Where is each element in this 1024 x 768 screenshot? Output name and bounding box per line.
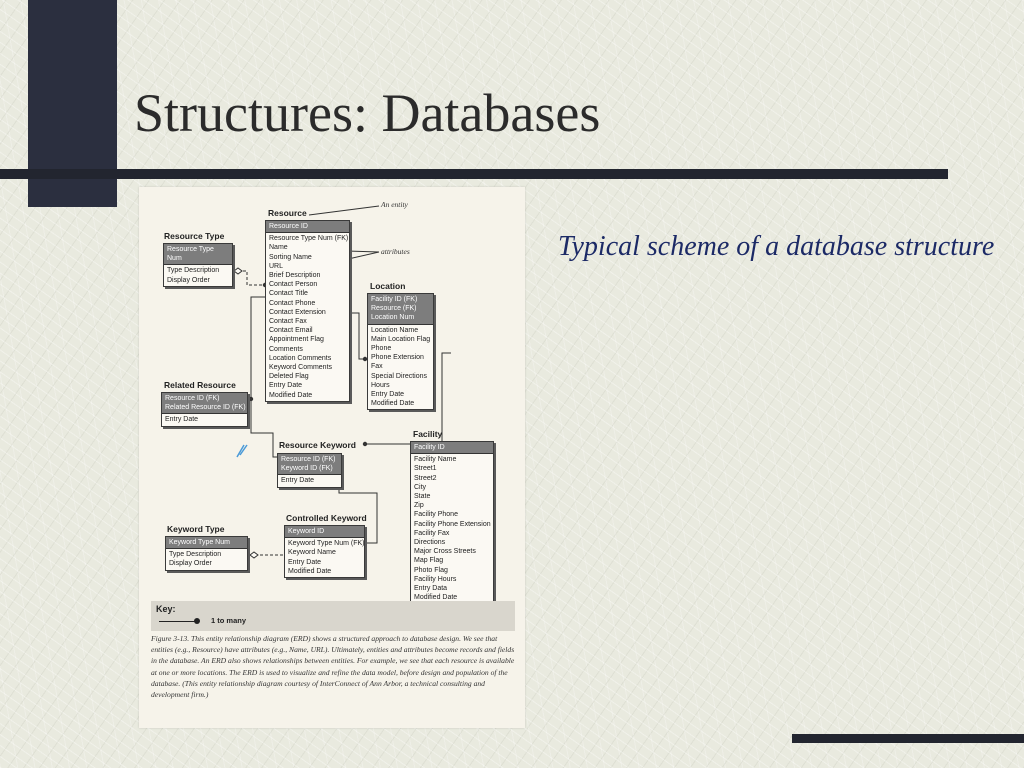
entity-attribute: Entry Data	[414, 585, 448, 593]
entity-attribute: Facility Hours	[414, 575, 457, 583]
entity-pointer	[309, 206, 379, 215]
entity-attribute: Entry Date	[165, 416, 199, 424]
entity-attributes	[162, 414, 247, 425]
entity-attributes	[278, 475, 341, 486]
entity-attribute: Sorting Name	[269, 253, 312, 261]
entity-key: Resource ID	[266, 221, 349, 233]
entity-attribute: Entry Date	[288, 558, 322, 566]
entity-attribute: Type Description	[169, 551, 222, 559]
entity-attribute: Phone	[371, 345, 392, 353]
annotation-attributes: attributes	[381, 247, 410, 256]
blue-tick-mark	[237, 445, 247, 457]
entity-attribute: Photo Flag	[414, 566, 448, 574]
entity-attribute: State	[414, 493, 431, 501]
entity-title: Facility	[413, 429, 443, 439]
entity-title: Resource Type	[164, 231, 225, 241]
entity-attribute: Contact Extension	[269, 308, 326, 316]
slide-caption: Typical scheme of a database structure	[558, 231, 995, 262]
entity-attribute: Street1	[414, 465, 437, 473]
entity-attribute: Entry Date	[281, 477, 315, 485]
entity-attribute: Display Order	[167, 276, 210, 284]
entity-resource-type	[163, 243, 233, 287]
entity-attribute: Street2	[414, 474, 437, 482]
entity-keyword-type	[165, 536, 248, 571]
entity-attribute: Major Cross Streets	[414, 548, 476, 556]
entity-attribute: Modified Date	[269, 391, 313, 399]
slide-title: Structures: Databases	[134, 83, 601, 143]
entity-title: Controlled Keyword	[286, 513, 367, 523]
entity-key: Facility ID	[411, 442, 493, 454]
entity-attribute: Keyword Name	[288, 549, 336, 557]
entity-key: Keyword Type Num	[166, 537, 247, 549]
entity-attribute: Type Description	[167, 267, 220, 275]
entity-attributes	[166, 549, 247, 569]
entity-attributes	[411, 454, 493, 603]
entity-attribute: Comments	[269, 345, 303, 353]
entity-attribute: Resource Type Num (FK)	[269, 235, 349, 243]
entity-attribute: Contact Title	[269, 290, 308, 298]
entity-attribute: Facility Name	[414, 456, 457, 464]
entity-attribute: Hours	[371, 381, 390, 389]
entity-controlled-keyword	[284, 525, 365, 578]
figure-caption: Figure 3-13. This entity relationship diagram (ERD) shows a structured approach to database design. We see that entities (e.g., Resource) have attributes (e.g., Name, URL). Ultimately, entities and attributes become records and fields in the database. An ERD also shows relationships between entities. For example, we see that each resource is available at one or more locations. The ERD is used to visualize and refine the data model, before design and population of the database. (This entity relationship diagram courtesy of InterConnect of Ann Arbor, a technical consulting and development firm.)	[151, 634, 515, 700]
erd-key	[151, 601, 515, 631]
entity-resource-keyword	[277, 453, 342, 488]
entity-title: Location	[370, 281, 406, 291]
entity-location	[367, 293, 434, 410]
entity-attribute: Location Name	[371, 326, 419, 334]
entity-attribute: Fax	[371, 363, 383, 371]
entity-attribute: Display Order	[169, 560, 212, 568]
footer-rule	[792, 734, 1024, 743]
entity-attributes	[164, 265, 232, 285]
entity-attribute: Keyword Type Num (FK)	[288, 540, 365, 548]
entity-attribute: Special Directions	[371, 372, 428, 380]
entity-facility	[410, 441, 494, 604]
entity-attribute: Brief Description	[269, 272, 321, 280]
entity-title: Related Resource	[164, 380, 236, 390]
entity-attribute: Appointment Flag	[269, 336, 324, 344]
entity-attribute: Modified Date	[414, 594, 458, 602]
key-line	[159, 621, 195, 622]
rel-resource-location	[350, 313, 365, 359]
key-label: Key:	[156, 604, 176, 614]
entity-attribute: Main Location Flag	[371, 335, 431, 343]
entity-key: Resource ID (FK) Related Resource ID (FK)	[162, 393, 247, 414]
entity-attribute: Zip	[414, 502, 424, 510]
entity-key: Resource Type Num	[164, 244, 232, 265]
entity-attribute: Entry Date	[269, 382, 303, 390]
entity-attribute: Contact Email	[269, 327, 313, 335]
rel-resource-type-resource	[238, 271, 265, 285]
entity-title: Keyword Type	[167, 524, 225, 534]
entity-attributes	[285, 538, 364, 577]
entity-attribute: Keyword Comments	[269, 364, 333, 372]
entity-key: Resource ID (FK) Keyword ID (FK)	[278, 454, 341, 475]
entity-attribute: URL	[269, 262, 284, 270]
key-relation: 1 to many	[211, 616, 247, 625]
entity-key: Facility ID (FK) Resource (FK) Location Num	[368, 294, 433, 325]
entity-attribute: Contact Phone	[269, 299, 316, 307]
entity-resource	[265, 220, 350, 402]
entity-attribute: Entry Date	[371, 391, 405, 399]
entity-attribute: Modified Date	[371, 400, 415, 408]
entity-attributes	[368, 325, 433, 410]
entity-title: Resource	[268, 208, 307, 218]
entity-related-resource	[161, 392, 248, 427]
entity-attribute: Facility Phone	[414, 511, 458, 519]
entity-title: Resource Keyword	[279, 440, 356, 450]
erd-figure	[139, 187, 525, 728]
entity-attribute: City	[414, 483, 427, 491]
key-dot	[194, 618, 200, 624]
entity-attribute: Contact Person	[269, 281, 318, 289]
title-rule	[0, 169, 948, 179]
rel-resource-related-resource	[251, 297, 265, 399]
entity-attribute: Modified Date	[288, 567, 332, 575]
entity-attribute: Deleted Flag	[269, 373, 309, 381]
rel-resource-resource-keyword	[251, 399, 280, 457]
annotation-entity: An entity	[381, 200, 408, 209]
entity-attribute: Phone Extension	[371, 354, 424, 362]
entity-attribute: Facility Fax	[414, 529, 450, 537]
entity-attribute: Name	[269, 244, 288, 252]
entity-attributes	[266, 233, 349, 401]
entity-attribute: Contact Fax	[269, 318, 307, 326]
entity-attribute: Facility Phone Extension	[414, 520, 491, 528]
entity-key: Keyword ID	[285, 526, 364, 538]
entity-attribute: Directions	[414, 539, 446, 547]
entity-attribute: Map Flag	[414, 557, 444, 565]
entity-attribute: Location Comments	[269, 354, 332, 362]
